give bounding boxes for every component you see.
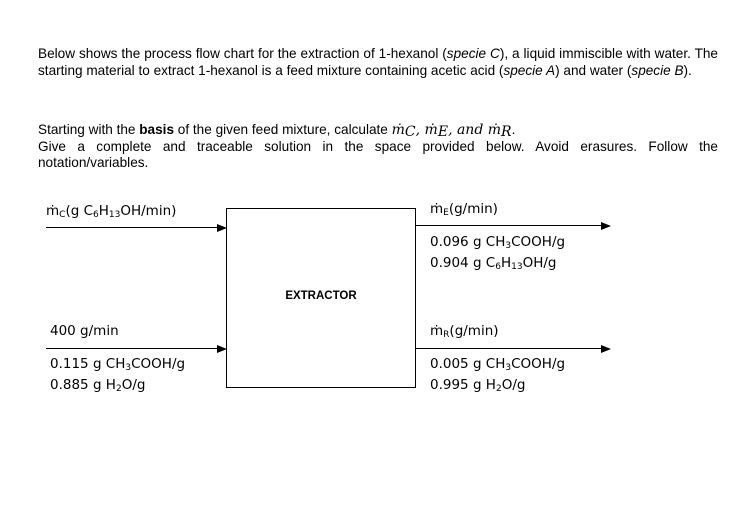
stream-r-symbol: ṁ bbox=[430, 323, 444, 339]
stream-c-text-c: OH/min) bbox=[120, 203, 177, 219]
basis-word: basis bbox=[139, 122, 175, 137]
stream-e-sub: E bbox=[443, 208, 449, 218]
mdot-r-symbol: ṁ bbox=[487, 122, 502, 138]
mdot-e-symbol: ṁ bbox=[424, 122, 438, 138]
task-text-1: Starting with the bbox=[38, 122, 140, 137]
stream-e-hexanol-b: H bbox=[500, 255, 512, 271]
stream-e-hexanol-c: OH/g bbox=[522, 255, 557, 271]
stream-r-water-fraction bbox=[430, 376, 525, 394]
mdot-c-symbol: ṁ bbox=[391, 122, 405, 138]
specie-b-label: specie B bbox=[631, 62, 684, 78]
stream-r-water-sub: 2 bbox=[495, 384, 502, 394]
extractor-box bbox=[226, 208, 416, 388]
stream-r-acetic-a: 0.005 g CH bbox=[430, 356, 506, 372]
feed-acetic-a: 0.115 g CH bbox=[50, 356, 126, 372]
stream-e-hexanol-fraction bbox=[430, 254, 556, 272]
feed-acetic-sub: 3 bbox=[125, 363, 132, 373]
stream-r-arrow-line bbox=[416, 348, 602, 349]
task-text-3: Give a complete and traceable solution in the space provided below. Avoid erasures. Follow the notation/variables. bbox=[38, 138, 718, 170]
stream-r-acetic-b: COOH/g bbox=[511, 356, 566, 372]
stream-e-hexanol-a: 0.904 g C bbox=[430, 255, 496, 271]
intro-text-b: ), a liquid immiscible with water. The starting material to extract 1-hexanol is a feed mixture containing acetic acid ( bbox=[38, 46, 718, 78]
intro-text-a: Below shows the process flow chart for the extraction of 1-hexanol ( bbox=[38, 46, 447, 61]
extractor-label: EXTRACTOR bbox=[285, 290, 357, 302]
feed-water-fraction bbox=[50, 376, 145, 394]
stream-e-unit: (g/min) bbox=[448, 201, 498, 217]
stream-e-acetic-fraction bbox=[430, 233, 565, 251]
feed-rate-label: 400 g/min bbox=[50, 323, 119, 339]
intro-text-d: ). bbox=[683, 62, 692, 78]
feed-acetic-b: COOH/g bbox=[131, 356, 186, 372]
task-end: . bbox=[511, 122, 516, 137]
stream-r-label bbox=[430, 322, 499, 340]
stream-c-symbol: ṁ bbox=[46, 203, 60, 219]
feed-arrow-head bbox=[217, 345, 227, 353]
stream-r-unit: (g/min) bbox=[449, 323, 499, 339]
task-and: , and bbox=[448, 122, 488, 138]
intro-text-c: ) and water ( bbox=[555, 62, 632, 78]
stream-r-arrow-head bbox=[601, 345, 611, 353]
stream-r-water-a: 0.995 g H bbox=[430, 377, 496, 393]
stream-c-text-b: H bbox=[98, 203, 109, 219]
stream-e-hexanol-sub-13: 13 bbox=[511, 262, 523, 272]
stream-e-arrow-line bbox=[416, 225, 602, 226]
mdot-r-sub: R bbox=[501, 124, 512, 140]
specie-c-label: specie C bbox=[446, 46, 500, 61]
mdot-c-sub: C bbox=[404, 124, 416, 140]
feed-water-a: 0.885 g H bbox=[50, 377, 116, 393]
stream-e-label bbox=[430, 200, 498, 218]
feed-water-b: O/g bbox=[121, 377, 146, 393]
problem-task bbox=[38, 122, 718, 172]
task-comma: , bbox=[415, 122, 425, 138]
feed-acetic-fraction bbox=[50, 355, 185, 373]
stream-c-text-a: (g C bbox=[65, 203, 94, 219]
stream-r-water-b: O/g bbox=[501, 377, 526, 393]
stream-e-symbol: ṁ bbox=[430, 201, 444, 217]
stream-c-sub-13: 13 bbox=[108, 210, 121, 220]
feed-water-sub: 2 bbox=[115, 384, 122, 394]
stream-e-hexanol-sub-6: 6 bbox=[495, 262, 501, 272]
stream-e-acetic-sub: 3 bbox=[505, 241, 512, 251]
stream-r-acetic-sub: 3 bbox=[505, 363, 512, 373]
mdot-e-sub: E bbox=[437, 124, 449, 140]
problem-intro bbox=[38, 46, 718, 79]
task-text-2: of the given feed mixture, calculate bbox=[174, 122, 392, 137]
stream-r-acetic-fraction bbox=[430, 355, 565, 373]
specie-a-label: specie A bbox=[503, 62, 556, 78]
stream-r-sub: R bbox=[443, 330, 450, 340]
stream-e-acetic-b: COOH/g bbox=[511, 234, 566, 250]
stream-e-acetic-a: 0.096 g CH bbox=[430, 234, 506, 250]
stream-c-sub-6: 6 bbox=[93, 210, 99, 220]
stream-e-arrow-head bbox=[601, 222, 611, 230]
feed-arrow-line bbox=[46, 348, 218, 349]
stream-c-arrow-head bbox=[217, 224, 227, 232]
stream-c-sub: C bbox=[59, 210, 66, 220]
stream-c-arrow-line bbox=[46, 227, 218, 228]
stream-c-label bbox=[46, 202, 176, 220]
